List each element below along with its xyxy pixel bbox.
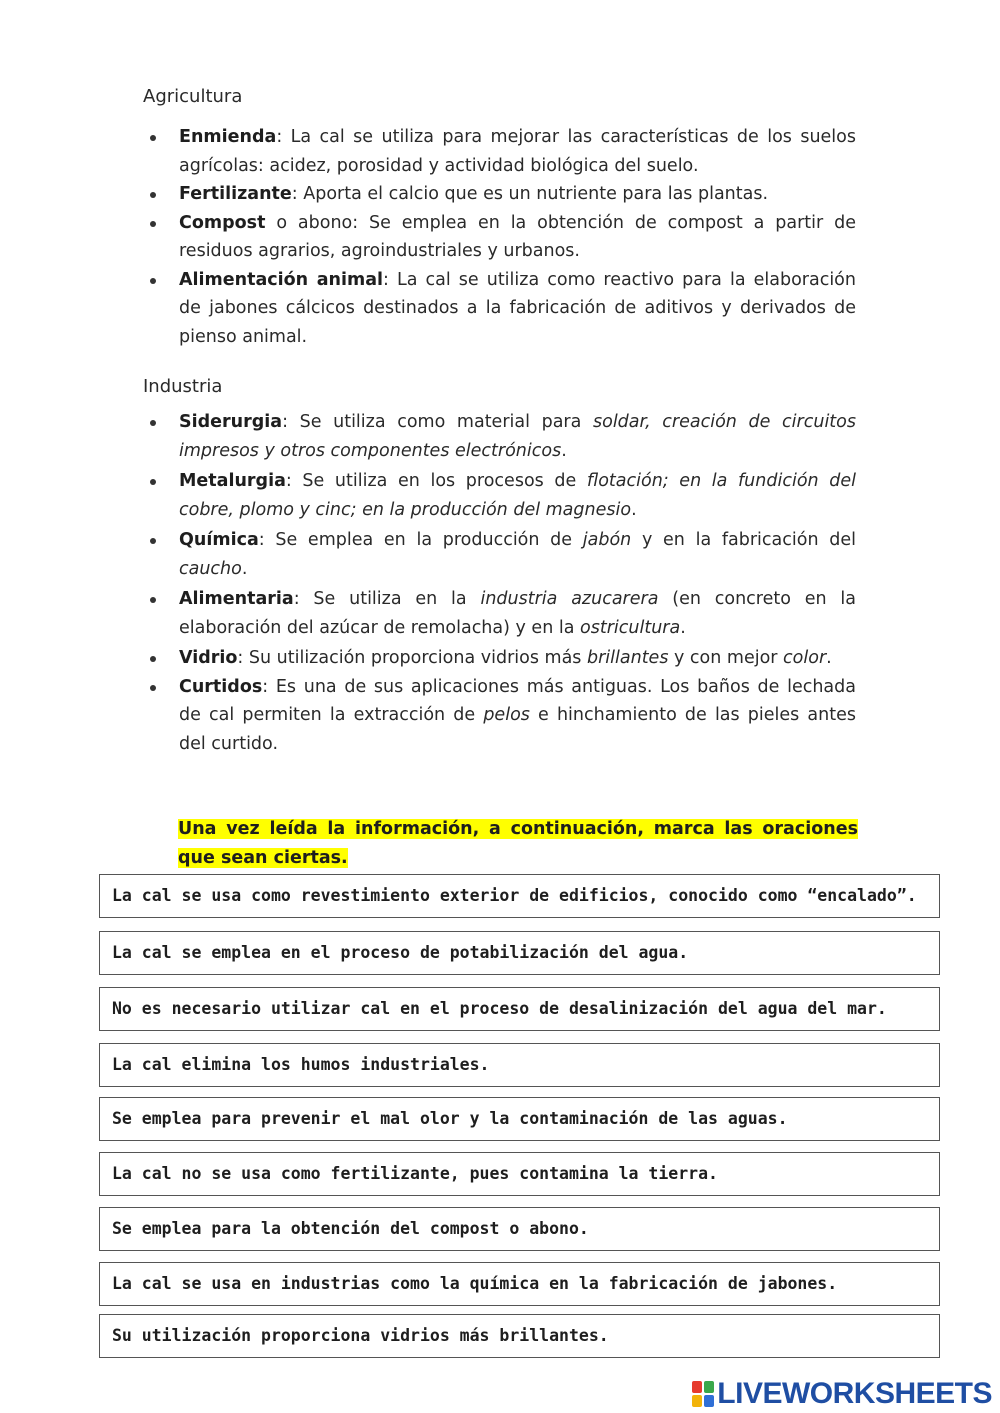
- option-1[interactable]: La cal se usa como revestimiento exterior de edificios, conocido como “encalado”.: [99, 874, 940, 918]
- list-item: Fertilizante: Aporta el calcio que es un nutriente para las plantas.: [150, 180, 856, 209]
- list-item: Metalurgia: Se utiliza en los procesos de flotación; en la fundición del cobre, plomo y cinc; en la producción del magnesio.: [150, 467, 856, 524]
- option-8[interactable]: La cal se usa en industrias como la química en la fabricación de jabones.: [99, 1262, 940, 1306]
- list-item: Enmienda: La cal se utiliza para mejorar las características de los suelos agrícolas: acidez, porosidad y actividad biológica del suelo.: [150, 123, 856, 180]
- list-item: Vidrio: Su utilización proporciona vidrios más brillantes y con mejor color.: [150, 644, 856, 673]
- option-3[interactable]: No es necesario utilizar cal en el proceso de desalinización del agua del mar.: [99, 987, 940, 1031]
- list-item: Química: Se emplea en la producción de jabón y en la fabricación del caucho.: [150, 526, 856, 583]
- industria-list: [150, 408, 856, 758]
- list-item: Curtidos: Es una de sus aplicaciones más antiguas. Los baños de lechada de cal permiten la extracción de pelos e hinchamiento de las pieles antes del curtido.: [150, 673, 856, 759]
- option-9[interactable]: Su utilización proporciona vidrios más brillantes.: [99, 1314, 940, 1358]
- section-title-agricultura: Agricultura: [143, 86, 243, 107]
- option-7[interactable]: Se emplea para la obtención del compost o abono.: [99, 1207, 940, 1251]
- option-2[interactable]: La cal se emplea en el proceso de potabilización del agua.: [99, 931, 940, 975]
- instruction-text: Una vez leída la información, a continuación, marca las oraciones que sean ciertas.: [178, 819, 858, 868]
- liveworksheets-brand[interactable]: [692, 1377, 992, 1411]
- section-title-industria: Industria: [143, 376, 223, 397]
- option-4[interactable]: La cal elimina los humos industriales.: [99, 1043, 940, 1087]
- list-item: Alimentaria: Se utiliza en la industria azucarera (en concreto en la elaboración del azúcar de remolacha) y en la ostricultura.: [150, 585, 856, 642]
- brand-name: LIVEWORKSHEETS: [717, 1377, 992, 1410]
- option-5[interactable]: Se emplea para prevenir el mal olor y la contaminación de las aguas.: [99, 1097, 940, 1141]
- liveworksheets-logo-icon: [692, 1381, 714, 1407]
- list-item: Siderurgia: Se utiliza como material para soldar, creación de circuitos impresos y otros componentes electrónicos.: [150, 408, 856, 465]
- list-item: Compost o abono: Se emplea en la obtención de compost a partir de residuos agrarios, agroindustriales y urbanos.: [150, 209, 856, 266]
- list-item: Alimentación animal: La cal se utiliza como reactivo para la elaboración de jabones cálcicos destinados a la fabricación de aditivos y derivados de pienso animal.: [150, 266, 856, 352]
- option-6[interactable]: La cal no se usa como fertilizante, pues contamina la tierra.: [99, 1152, 940, 1196]
- agricultura-list: [150, 123, 856, 351]
